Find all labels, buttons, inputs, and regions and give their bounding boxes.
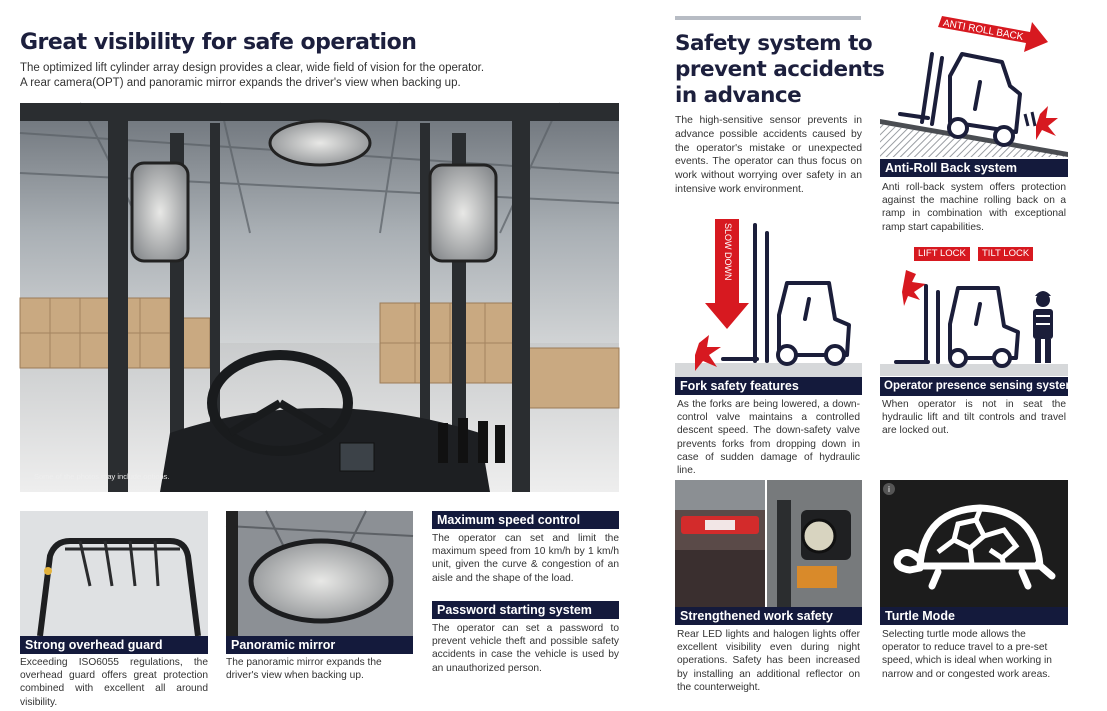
lead-line-1: The optimized lift cylinder array design provides a clear, wide field of vision for the operator. bbox=[20, 62, 485, 74]
turtle-icon bbox=[880, 480, 1068, 607]
feature-text-fork-safety: As the forks are being lowered, a down-control valve maintains a controlled descent speed. The down-safety valve prevents forks from dropping down in case of sudden damage of hydraulic line. bbox=[677, 399, 860, 477]
halogen-light-illustration bbox=[767, 480, 862, 607]
cab-interior-photo bbox=[20, 103, 619, 492]
feature-title-overhead-guard: Strong overhead guard bbox=[20, 636, 208, 654]
overhead-guard-photo bbox=[20, 511, 208, 636]
page-title-left: Great visibility for safe operation bbox=[20, 30, 417, 55]
warehouse-cab-illustration bbox=[20, 103, 619, 492]
overhead-guard-illustration bbox=[20, 511, 208, 636]
feature-text-overhead-guard: Exceeding ISO6055 regulations, the overhead guard offers great protection combined with excellent all around visibility. bbox=[20, 657, 208, 708]
tilt-lock-tag: TILT LOCK bbox=[978, 247, 1033, 261]
lead-line-2: A rear camera(OPT) and panoramic mirror expands the driver's view when backing up. bbox=[20, 77, 461, 89]
feature-title-max-speed: Maximum speed control bbox=[432, 511, 619, 529]
halogen-light-photo bbox=[767, 480, 862, 607]
panoramic-mirror-photo bbox=[226, 511, 413, 636]
feature-title-anti-roll-back: Anti-Roll Back system bbox=[880, 159, 1068, 177]
page-title-right bbox=[675, 31, 884, 109]
rear-led-illustration bbox=[675, 480, 765, 607]
forklift-operator-icon bbox=[880, 244, 1068, 376]
feature-text-turtle-mode: Selecting turtle mode allows the operator to reduce travel to a pre-set speed, which is ideal when working in narrow and or congested work areas. bbox=[882, 629, 1052, 680]
title-line-1: Safety system to bbox=[675, 31, 873, 56]
panoramic-mirror-illustration bbox=[226, 511, 413, 636]
title-line-2: prevent accidents bbox=[675, 57, 885, 82]
info-icon: i bbox=[887, 485, 891, 494]
feature-title-password: Password starting system bbox=[432, 601, 619, 619]
feature-title-work-safety: Strengthened work safety bbox=[675, 607, 862, 625]
fork-safety-illustration bbox=[675, 215, 862, 377]
lift-lock-tag: LIFT LOCK bbox=[914, 247, 970, 261]
feature-text-panoramic-mirror: The panoramic mirror expands the driver's view when backing up. bbox=[226, 657, 382, 682]
rear-led-photo bbox=[675, 480, 765, 607]
forklift-ramp-icon bbox=[880, 14, 1068, 157]
feature-text-anti-roll-back: Anti roll-back system offers protection against the machine rolling back on a ramp in combination with exceptional ramp start capabilities. bbox=[882, 182, 1066, 233]
feature-title-panoramic-mirror: Panoramic mirror bbox=[226, 636, 413, 654]
opss-title-suffix: (OPSS) bbox=[1078, 382, 1107, 391]
feature-title-turtle-mode: Turtle Mode bbox=[880, 607, 1068, 625]
forklift-fork-icon bbox=[675, 215, 862, 377]
turtle-mode-panel bbox=[880, 480, 1068, 607]
photo-note: Some of the photos may include options. bbox=[34, 472, 170, 481]
anti-roll-back-illustration bbox=[880, 14, 1068, 157]
opss-illustration bbox=[880, 244, 1068, 376]
feature-text-password: The operator can set a password to prevent vehicle theft and possible safety accidents in case the vehicle is used by an unauthorized person. bbox=[432, 623, 619, 674]
feature-text-opss: When operator is not in seat the hydraulic lift and tilt controls and travel are locked out. bbox=[882, 399, 1066, 437]
feature-title-opss bbox=[880, 377, 1107, 396]
feature-text-max-speed: The operator can set and limit the maximum speed from 10 km/h by 1 km/h unit, given the curve & congestion of an aisle and the shape of the load. bbox=[432, 533, 619, 584]
section-top-rule bbox=[675, 16, 861, 20]
lead-text-left bbox=[20, 61, 620, 91]
feature-title-fork-safety: Fork safety features bbox=[675, 377, 862, 395]
intro-text: The high-sensitive sensor prevents in advance possible accidents caused by the operator's mistake or unexpected events. The operator can thus focus on work without worrying over safety in an intensive work environment. bbox=[675, 115, 862, 195]
slow-down-tag: SLOW DOWN bbox=[723, 223, 733, 281]
anti-roll-back-tag: ANTI ROLL BACK bbox=[942, 18, 1025, 43]
opss-title-text: Operator presence sensing system bbox=[884, 380, 1076, 392]
title-line-3: in advance bbox=[675, 83, 802, 108]
feature-text-work-safety: Rear LED lights and halogen lights offer excellent visibility even during night operations. Safety has been increased by installing an additional reflector on the counterweight. bbox=[677, 629, 860, 693]
